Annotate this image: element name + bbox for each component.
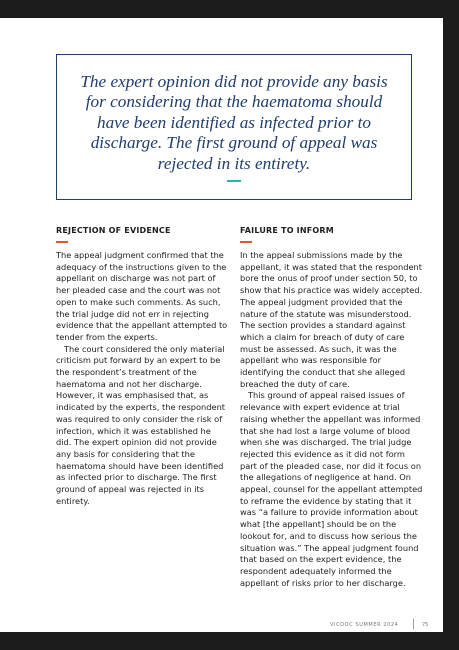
- paragraph: The appeal judgment confirmed that the adequacy of the instructions given to the appellant on discharge was not part of her pleaded case and the court was not open to make such comments. As such, the trial judge did not err in rejecting evidence that the appellant attempted to tender from the experts.: [56, 250, 228, 342]
- right-column: [240, 226, 424, 589]
- pull-quote-box: [56, 54, 412, 200]
- section-heading-failure: FAILURE TO INFORM: [240, 226, 334, 235]
- pull-quote-rule: [227, 180, 241, 182]
- paragraph: In the appeal submissions made by the appellant, it was stated that the respondent bore the onus of proof under section 50, to show that his practice was widely accepted. The appeal judgment provided that the nature of the statute was misunderstood. The section provides a standard against which a claim for breach of duty of care must be assessed. As such, it was the appellant who was responsible for identifying the conduct that she alleged breached the duty of care.: [240, 250, 423, 389]
- heading-accent-rule: [56, 241, 68, 243]
- paragraph: The court considered the only material criticism put forward by an expert to be the respondent’s treatment of the haematoma and not her discharge. However, it was emphasised that, as indicated by the experts, the respondent was required to only consider the risk of infection, which it was established he did. The expert opinion did not provide any basis for considering that the haematoma should have been identified as infected prior to discharge. The first ground of appeal was rejected in its entirety.: [56, 343, 226, 506]
- page: [0, 18, 443, 632]
- page-number: 75: [422, 622, 429, 628]
- footer-publication: VICDOC SUMMER 2024: [330, 622, 399, 628]
- section-heading-rejection: REJECTION OF EVIDENCE: [56, 226, 171, 235]
- heading-accent-rule: [240, 241, 252, 243]
- left-column: [56, 226, 228, 507]
- paragraph: This ground of appeal raised issues of relevance with expert evidence at trial raising whether the appellant was informed that she had lost a large volume of blood when she was discharged. The trial judge rejected this evidence as it did not form part of the pleaded case, nor did it focus on the allegations of negligence at hand. On appeal, counsel for the appellant attempted to reframe the evidence by stating that it was “a failure to provide information about what [the appellant] should be on the lookout for, and to discuss how serious the situation was.” The appeal judgment found that based on the expert evidence, the respondent adequately informed the appellant of risks prior to her discharge.: [240, 390, 423, 588]
- footer-divider: [413, 619, 414, 629]
- pull-quote-text: The expert opinion did not provide any basis for considering that the haematoma should have been identified as infected prior to discharge. The first ground of appeal was rejected in its entirety.: [80, 71, 388, 173]
